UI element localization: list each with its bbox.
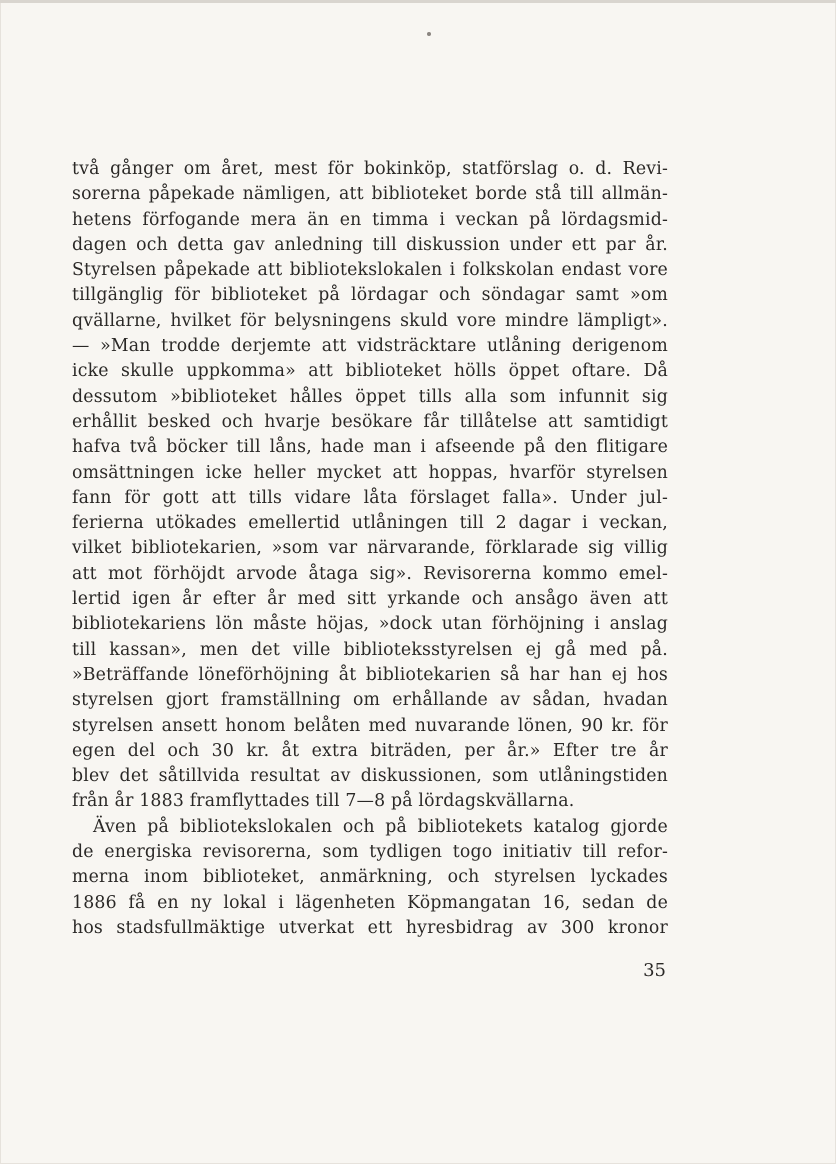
text-line: vilket bibliotekarien, »som var närvarande, förklarade sig villig (72, 538, 668, 559)
text-line: omsättningen icke heller mycket att hoppas, hvarför styrelsen (72, 462, 668, 483)
body-text (72, 157, 668, 941)
text-line: de energiska revisorerna, som tydligen togo initiativ till refor- (72, 842, 668, 863)
text-line: till kassan», men det ville biblioteksstyrelsen ej gå med på. (72, 639, 668, 660)
text-line: Styrelsen påpekade att bibliotekslokalen i folkskolan endast vore (72, 260, 668, 281)
text-line: erhållit besked och hvarje besökare får tillåtelse att samtidigt (72, 411, 668, 432)
text-line: blev det såtillvida resultat av diskussionen, som utlåningstiden (72, 766, 668, 787)
text-line: hos stadsfullmäktige utverkat ett hyresbidrag av 300 kronor (72, 917, 668, 938)
text-line: »Beträffande löneförhöjning åt bibliotekarien så har han ej hos (72, 664, 668, 685)
text-line: bibliotekariens lön måste höjas, »dock utan förhöjning i anslag (72, 614, 668, 635)
text-line: hetens förfogande mera än en timma i veckan på lördagsmid- (72, 209, 668, 230)
paragraph-start-line: Även på bibliotekslokalen och på bibliotekets katalog gjorde (93, 816, 668, 837)
text-line: egen del och 30 kr. åt extra biträden, per år.» Efter tre år (72, 740, 668, 761)
text-line: icke skulle uppkomma» att biblioteket hölls öppet oftare. Då (72, 361, 668, 382)
paper-speck (427, 32, 431, 36)
text-line: dagen och detta gav anledning till diskussion under ett par år. (72, 234, 668, 255)
page-number: 35 (643, 960, 666, 981)
text-line: två gånger om året, mest för bokinköp, statförslag o. d. Revi- (72, 159, 668, 179)
text-line: från år 1883 framflyttades till 7—8 på lördagskvällarna. (72, 791, 575, 812)
text-line: qvällarne, hvilket för belysningens skuld vore mindre lämpligt». (72, 310, 668, 331)
text-line: 1886 få en ny lokal i lägenheten Köpmangatan 16, sedan de (72, 892, 668, 913)
text-line: hafva två böcker till låns, hade man i afseende på den flitigare (72, 437, 668, 458)
text-line: dessutom »biblioteket hålles öppet tills alla som infunnit sig (72, 386, 668, 407)
text-line: lertid igen år efter år med sitt yrkande och ansågo även att (72, 589, 668, 610)
text-line: styrelsen ansett honom belåten med nuvarande lönen, 90 kr. för (72, 715, 668, 736)
text-line: tillgänglig för biblioteket på lördagar och söndagar samt »om (72, 285, 668, 306)
scan-edge (0, 0, 836, 3)
text-line: styrelsen gjort framställning om erhållande av sådan, hvadan (72, 690, 668, 711)
text-line: fann för gott att tills vidare låta förslaget falla». Under jul- (72, 487, 668, 508)
text-line: att mot förhöjdt arvode åtaga sig». Revisorerna kommo emel- (72, 563, 668, 584)
text-line: — »Man trodde derjemte att vidsträcktare utlåning derigenom (72, 336, 668, 357)
text-line: sorerna påpekade nämligen, att biblioteket borde stå till allmän- (72, 184, 668, 205)
text-line: merna inom biblioteket, anmärkning, och styrelsen lyckades (72, 867, 668, 888)
text-line: ferierna utökades emellertid utlåningen till 2 dagar i veckan, (72, 513, 668, 534)
